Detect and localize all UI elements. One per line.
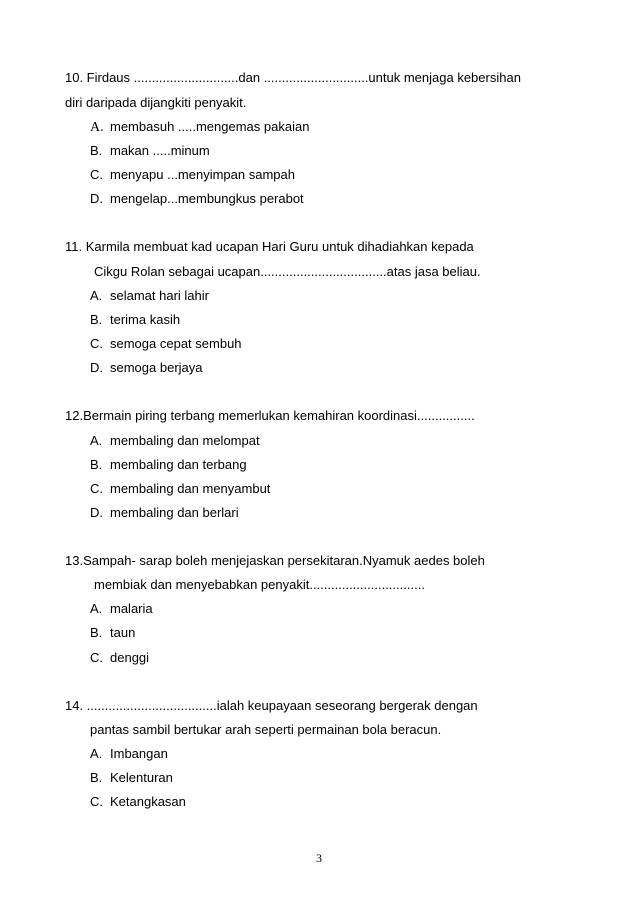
question-10-option-b — [90, 143, 210, 159]
question-13-option-b — [90, 625, 135, 641]
option-text: membaling dan berlari — [110, 505, 239, 520]
option-letter: D. — [90, 505, 103, 520]
option-text: Ketangkasan — [110, 794, 186, 809]
question-12-option-c — [90, 481, 270, 497]
question-10-option-a — [90, 119, 309, 136]
question-14-option-b — [90, 770, 173, 786]
question-10-option-d — [90, 191, 304, 207]
question-14-line-1: 14. ....................................ialah keupayaan seseorang bergerak dengan — [65, 698, 478, 713]
option-text: membaling dan melompat — [110, 433, 260, 448]
question-10-line-1: 10. Firdaus .............................dan .............................untuk menjaga kebersihan — [65, 70, 521, 85]
option-letter: A. — [90, 120, 104, 135]
option-letter: D. — [90, 191, 103, 206]
option-text: taun — [110, 625, 136, 640]
question-11-option-c — [90, 336, 242, 352]
option-text: semoga cepat sembuh — [110, 336, 242, 351]
question-11-option-d — [90, 360, 203, 376]
option-letter: B. — [90, 457, 103, 472]
option-letter: B. — [90, 143, 103, 158]
option-text: selamat hari lahir — [110, 288, 209, 303]
option-text: mengelap...membungkus perabot — [110, 191, 304, 206]
question-11-line-2: Cikgu Rolan sebagai ucapan...................................atas jasa beliau. — [94, 264, 481, 279]
option-letter: C. — [90, 336, 103, 351]
option-text: denggi — [110, 650, 150, 665]
option-letter: A. — [90, 288, 103, 303]
option-letter: C. — [90, 481, 103, 496]
question-14-line-2: pantas sambil bertukar arah seperti permainan bola beracun. — [90, 722, 442, 737]
question-11-line-1: 11. Karmila membuat kad ucapan Hari Guru untuk dihadiahkan kepada — [65, 239, 474, 254]
question-10-option-c — [90, 167, 295, 183]
question-11-option-a — [90, 288, 209, 304]
option-letter: B. — [90, 625, 103, 640]
question-11-option-b — [90, 312, 180, 328]
option-text: malaria — [110, 601, 153, 616]
option-text: membaling dan menyambut — [110, 481, 271, 496]
question-13-option-a — [90, 601, 153, 617]
option-letter: A. — [90, 601, 103, 616]
option-text: membaling dan terbang — [110, 457, 247, 472]
option-letter: C. — [90, 650, 103, 665]
option-text: Imbangan — [110, 746, 168, 761]
option-letter: C. — [90, 167, 103, 182]
option-letter: B. — [90, 770, 103, 785]
option-text: menyapu ...menyimpan sampah — [110, 167, 295, 182]
option-letter: B. — [90, 312, 103, 327]
question-12-line-1: 12.Bermain piring terbang memerlukan kemahiran koordinasi................ — [65, 408, 475, 423]
option-text: makan .....minum — [110, 143, 210, 158]
question-14-option-c — [90, 794, 186, 810]
question-12-option-a — [90, 433, 260, 449]
option-text: terima kasih — [110, 312, 181, 327]
question-14-option-a — [90, 746, 168, 762]
option-letter: A. — [90, 433, 103, 448]
question-12-option-d — [90, 505, 239, 521]
option-letter: A. — [90, 746, 103, 761]
option-text: Kelenturan — [110, 770, 173, 785]
option-letter: D. — [90, 360, 103, 375]
question-12-option-b — [90, 457, 247, 473]
option-text: semoga berjaya — [110, 360, 203, 375]
page-number: 3 — [316, 851, 322, 865]
option-letter: C. — [90, 794, 103, 809]
question-13-option-c — [90, 650, 149, 666]
option-text: membasuh .....mengemas pakaian — [110, 119, 310, 134]
question-10-line-2: diri daripada dijangkiti penyakit. — [65, 95, 247, 110]
question-13-line-2: membiak dan menyebabkan penyakit................................ — [94, 577, 425, 592]
question-13-line-1: 13.Sampah- sarap boleh menjejaskan persekitaran.Nyamuk aedes boleh — [65, 553, 485, 568]
